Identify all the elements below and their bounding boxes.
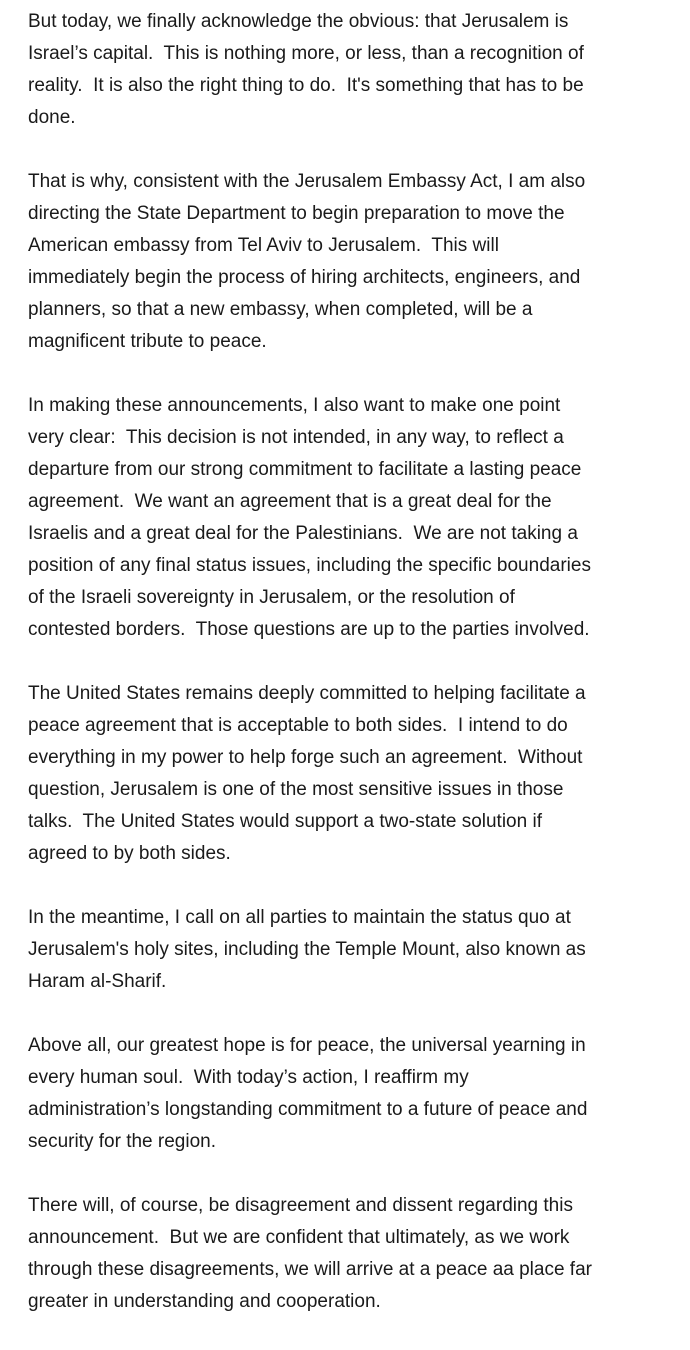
text-line: Israel’s capital. This is nothing more, or less, than a recognition of (28, 43, 584, 64)
text-line: But today, we finally acknowledge the obvious: that Jerusalem is (28, 11, 569, 32)
text-line: reality. It is also the right thing to do. It's something that has to be (28, 75, 584, 96)
text-line: through these disagreements, we will arrive at a peace aa place far (28, 1259, 592, 1280)
text-line: talks. The United States would support a two-state solution if (28, 811, 542, 832)
paragraph-disagreement (28, 1190, 668, 1318)
text-line: American embassy from Tel Aviv to Jerusalem. This will (28, 235, 499, 256)
document-body (28, 6, 668, 1350)
text-line: immediately begin the process of hiring architects, engineers, and (28, 267, 581, 288)
text-line: peace agreement that is acceptable to both sides. I intend to do (28, 715, 568, 736)
text-line: directing the State Department to begin preparation to move the (28, 203, 565, 224)
paragraph-jerusalem-capital (28, 6, 668, 134)
text-line: Above all, our greatest hope is for peace, the universal yearning in (28, 1035, 586, 1056)
text-line: departure from our strong commitment to facilitate a lasting peace (28, 459, 582, 480)
text-line: done. (28, 107, 76, 128)
text-line: greater in understanding and cooperation. (28, 1291, 381, 1312)
text-line: That is why, consistent with the Jerusalem Embassy Act, I am also (28, 171, 586, 192)
paragraph-hope-for-peace (28, 1030, 668, 1158)
paragraph-embassy-move (28, 166, 668, 358)
text-line: everything in my power to help forge such an agreement. Without (28, 747, 583, 768)
text-line: agreed to by both sides. (28, 843, 231, 864)
text-line: administration’s longstanding commitment to a future of peace and (28, 1099, 588, 1120)
text-line: magnificent tribute to peace. (28, 331, 267, 352)
text-line: In making these announcements, I also want to make one point (28, 395, 561, 416)
text-line: planners, so that a new embassy, when completed, will be a (28, 299, 533, 320)
text-line: The United States remains deeply committed to helping facilitate a (28, 683, 586, 704)
text-line: of the Israeli sovereignty in Jerusalem, or the resolution of (28, 587, 515, 608)
text-line: security for the region. (28, 1131, 216, 1152)
text-line: every human soul. With today’s action, I reaffirm my (28, 1067, 469, 1088)
text-line: There will, of course, be disagreement and dissent regarding this (28, 1195, 573, 1216)
paragraph-peace-commitment (28, 390, 668, 646)
text-line: Israelis and a great deal for the Palestinians. We are not taking a (28, 523, 578, 544)
text-line: In the meantime, I call on all parties to maintain the status quo at (28, 907, 571, 928)
text-line: Jerusalem's holy sites, including the Temple Mount, also known as (28, 939, 586, 960)
text-line: Haram al-Sharif. (28, 971, 167, 992)
paragraph-status-quo (28, 902, 668, 998)
text-line: agreement. We want an agreement that is a great deal for the (28, 491, 552, 512)
text-line: question, Jerusalem is one of the most sensitive issues in those (28, 779, 564, 800)
text-line: very clear: This decision is not intended, in any way, to reflect a (28, 427, 564, 448)
text-line: position of any final status issues, including the specific boundaries (28, 555, 591, 576)
text-line: contested borders. Those questions are up to the parties involved. (28, 619, 590, 640)
text-line: announcement. But we are confident that ultimately, as we work (28, 1227, 570, 1248)
paragraph-two-state-solution (28, 678, 668, 870)
